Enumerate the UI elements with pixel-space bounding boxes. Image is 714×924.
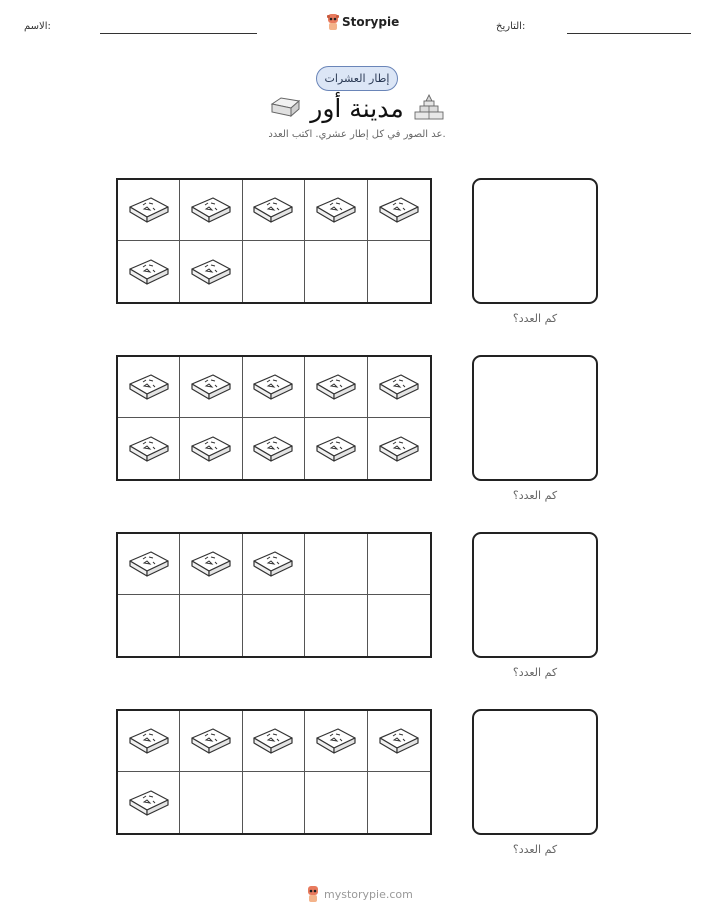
question-label: كم العدد؟ [512, 489, 558, 502]
frame-cell [368, 241, 430, 302]
clay-tablet-icon [314, 726, 358, 756]
frame-cell [118, 711, 180, 772]
frame-cell [243, 534, 305, 595]
frame-cell [118, 772, 180, 833]
frame-cell [118, 180, 180, 241]
frame-cell [305, 534, 367, 595]
clay-tablet-icon [189, 549, 233, 579]
frame-cell [368, 595, 430, 656]
frame-cell [305, 418, 367, 479]
frame-cell [305, 711, 367, 772]
frame-cell [180, 180, 242, 241]
frame-cell [243, 595, 305, 656]
frame-cell [368, 534, 430, 595]
ten-frame [116, 709, 432, 835]
question-label: كم العدد؟ [512, 843, 558, 856]
frame-cell [180, 595, 242, 656]
frame-cell [368, 180, 430, 241]
frame-cell [118, 418, 180, 479]
frame-cell [243, 418, 305, 479]
frame-cell [180, 772, 242, 833]
question-label: كم العدد؟ [512, 312, 558, 325]
clay-tablet-icon [377, 726, 421, 756]
clay-tablet-icon [314, 434, 358, 464]
clay-tablet-icon [189, 257, 233, 287]
answer-box[interactable] [472, 355, 598, 481]
frame-cell [180, 711, 242, 772]
frame-cell [118, 357, 180, 418]
footer [306, 885, 413, 903]
name-label: الاسم: [24, 21, 51, 32]
frame-cell [243, 772, 305, 833]
clay-tablet-icon [269, 95, 301, 119]
frame-cell [305, 595, 367, 656]
ziggurat-icon [413, 93, 445, 121]
frame-cell [305, 772, 367, 833]
storypie-mascot-icon [326, 13, 340, 31]
frame-cell [368, 772, 430, 833]
frame-cell [368, 357, 430, 418]
clay-tablet-icon [251, 726, 295, 756]
page-title: مدينة أور [310, 94, 404, 123]
frame-cell [243, 241, 305, 302]
footer-url[interactable]: mystorypie.com [324, 887, 413, 901]
frame-cell [368, 418, 430, 479]
worksheet-badge: إطار العشرات [316, 66, 398, 91]
date-label: التاريخ: [496, 21, 526, 32]
frame-cell [243, 711, 305, 772]
answer-box[interactable] [472, 178, 598, 304]
frame-cell [180, 357, 242, 418]
frame-cell [305, 180, 367, 241]
frame-cell [118, 241, 180, 302]
clay-tablet-icon [251, 372, 295, 402]
clay-tablet-icon [377, 434, 421, 464]
clay-tablet-icon [127, 788, 171, 818]
frame-cell [180, 241, 242, 302]
frame-cell [243, 180, 305, 241]
frame-cell [118, 534, 180, 595]
ten-frame [116, 355, 432, 481]
question-label: كم العدد؟ [512, 666, 558, 679]
clay-tablet-icon [314, 195, 358, 225]
instructions: عد الصور في كل إطار عشري. اكتب العدد. [268, 129, 446, 140]
clay-tablet-icon [189, 726, 233, 756]
clay-tablet-icon [251, 195, 295, 225]
brand-logo [326, 13, 399, 31]
name-line[interactable] [100, 33, 257, 34]
ten-frame [116, 178, 432, 304]
clay-tablet-icon [127, 726, 171, 756]
frame-cell [180, 418, 242, 479]
clay-tablet-icon [127, 549, 171, 579]
frame-cell [180, 534, 242, 595]
frame-cell [305, 357, 367, 418]
frame-cell [118, 595, 180, 656]
clay-tablet-icon [189, 434, 233, 464]
clay-tablet-icon [127, 434, 171, 464]
clay-tablet-icon [189, 372, 233, 402]
ten-frame [116, 532, 432, 658]
answer-box[interactable] [472, 532, 598, 658]
date-line[interactable] [567, 33, 691, 34]
frame-cell [305, 241, 367, 302]
clay-tablet-icon [127, 257, 171, 287]
clay-tablet-icon [251, 434, 295, 464]
brand-name: Storypie [342, 15, 400, 29]
frame-cell [243, 357, 305, 418]
frame-cell [368, 711, 430, 772]
clay-tablet-icon [314, 372, 358, 402]
storypie-mascot-icon [306, 885, 320, 903]
clay-tablet-icon [377, 195, 421, 225]
clay-tablet-icon [127, 195, 171, 225]
clay-tablet-icon [251, 549, 295, 579]
clay-tablet-icon [377, 372, 421, 402]
clay-tablet-icon [127, 372, 171, 402]
clay-tablet-icon [189, 195, 233, 225]
answer-box[interactable] [472, 709, 598, 835]
